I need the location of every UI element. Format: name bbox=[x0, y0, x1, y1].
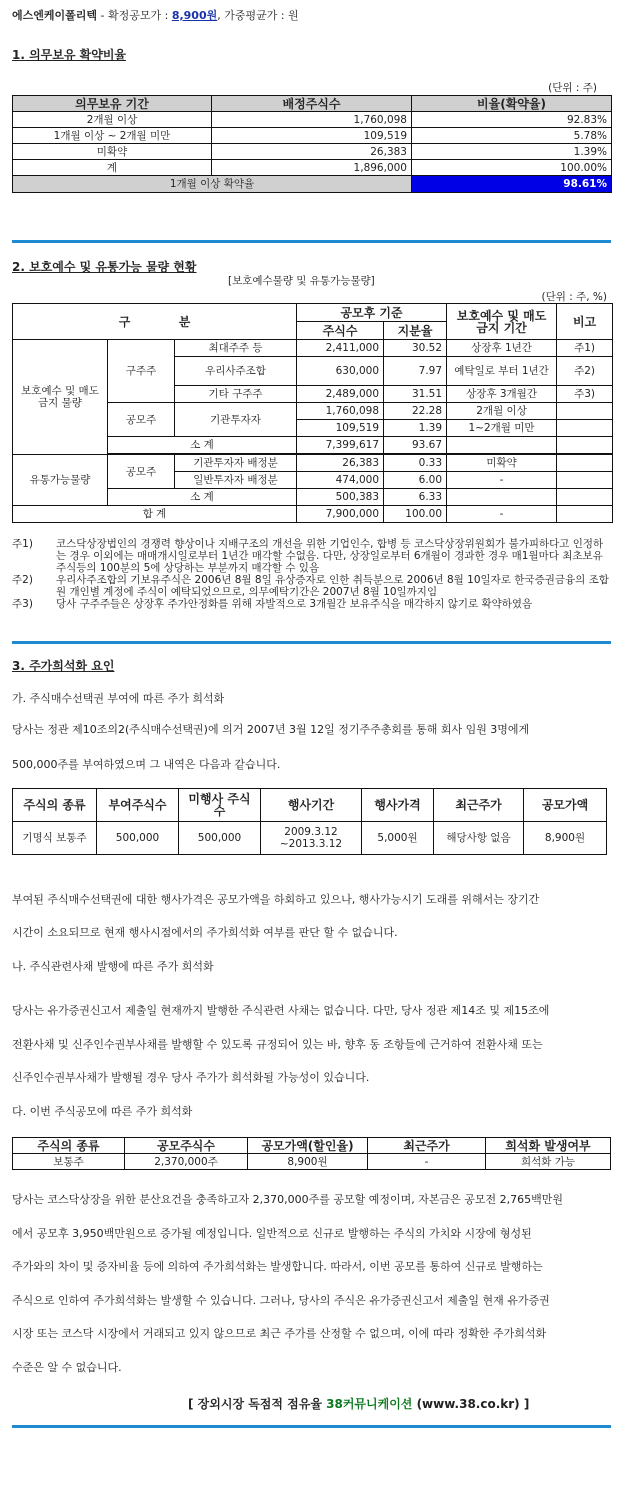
note bbox=[12, 574, 612, 598]
col-header: 의무보유 기간 bbox=[13, 96, 212, 112]
cell: 0.33 bbox=[384, 455, 447, 472]
cell bbox=[447, 437, 557, 454]
lockup-commitment-table bbox=[12, 95, 612, 193]
divider bbox=[12, 641, 611, 644]
footer-brand-link[interactable]: 38커뮤니케이션 bbox=[326, 1397, 413, 1411]
cell: 8,900원 bbox=[524, 822, 607, 855]
cell bbox=[557, 472, 613, 489]
cell bbox=[557, 437, 613, 454]
paragraph-line: 당사는 코스닥상장을 위한 분산요건을 충족하고자 2,370,000주를 공모할 예정이며, 자본금은 공모전 2,765백만원 bbox=[12, 1193, 563, 1206]
section3-title: 3. 주가희석화 요인 bbox=[12, 659, 115, 673]
cell: 1개월 이상 ~ 2개월 미만 bbox=[13, 128, 212, 144]
cell: 26,383 bbox=[212, 144, 412, 160]
subheading-a: 가. 주식매수선택권 부여에 따른 주가 희석화 bbox=[12, 692, 225, 705]
cell: 474,000 bbox=[297, 472, 384, 489]
note bbox=[12, 598, 612, 610]
section1-unit: (단위 : 주) bbox=[548, 82, 597, 94]
table-row bbox=[13, 160, 612, 176]
cell: 미확약 bbox=[447, 455, 557, 472]
cell: - bbox=[368, 1154, 486, 1170]
offering-dilution-table bbox=[12, 1137, 611, 1170]
paragraph-line: 수준은 알 수 없습니다. bbox=[12, 1360, 122, 1374]
lockup-table bbox=[12, 303, 613, 523]
cell: 2개월 이상 bbox=[447, 403, 557, 420]
cell: 109,519 bbox=[212, 128, 412, 144]
col-header: 최근주가 bbox=[368, 1138, 486, 1154]
header-post-ipo: 공모후 기준 bbox=[297, 304, 447, 322]
cell: 예탁일로 부터 1년간 bbox=[447, 357, 557, 386]
cell: 8,900원 bbox=[248, 1154, 368, 1170]
divider bbox=[12, 240, 611, 243]
table-row bbox=[13, 455, 613, 472]
col-header: 주식의 종류 bbox=[13, 1138, 125, 1154]
cell: 93.67 bbox=[384, 437, 447, 454]
cell: 우리사주조합 bbox=[175, 357, 297, 386]
cell: 2,370,000주 bbox=[125, 1154, 248, 1170]
table-row bbox=[13, 822, 607, 855]
col-header: 행사가격 bbox=[362, 789, 434, 822]
paragraph-line: 주가와의 차이 및 증자비율 등에 의하여 주가희석화는 발생합니다. 따라서, 이번 공모를 통하여 신규로 발행하는 bbox=[12, 1260, 543, 1273]
cell bbox=[557, 455, 613, 472]
paragraph: 신주인수권부사채가 발행될 경우 당사 주가가 희석화될 가능성이 있습니다. bbox=[12, 1071, 370, 1084]
paragraph: 당사는 유가증권신고서 제출일 현재까지 발행한 주식관련 사채는 없습니다. 다만, 당사 정관 제14조 및 제15조에 bbox=[12, 1004, 550, 1017]
cell: 주1) bbox=[557, 340, 613, 357]
note-label: 주1) bbox=[12, 538, 33, 550]
cell: 기관투자자 배정분 bbox=[175, 455, 297, 472]
paragraph: 시간이 소요되므로 현재 행사시점에서의 주가희석화 여부를 판단 할 수 없습니다. bbox=[12, 926, 398, 939]
header-gubun bbox=[13, 304, 297, 340]
group-offering: 공모주 bbox=[108, 403, 175, 437]
group-offering: 공모주 bbox=[108, 455, 175, 489]
paragraph-line: 주식으로 인하여 주가희석화는 발생할 수 있습니다. 그러나, 당사의 주식은 유가증권신고서 제출일 현재 유가증권 bbox=[12, 1293, 550, 1307]
summary-label: 1개월 이상 확약율 bbox=[13, 176, 412, 193]
cell: 계 bbox=[13, 160, 212, 176]
summary-row bbox=[13, 176, 612, 193]
fixed-price: 8,900원 bbox=[171, 9, 218, 22]
paragraph: 부여된 주식매수선택권에 대한 행사가격은 공모가액을 하회하고 있으나, 행사가능시기 도래를 위해서는 장기간 bbox=[12, 893, 540, 906]
paragraph: 500,000주를 부여하였으며 그 내역은 다음과 같습니다. bbox=[12, 758, 281, 771]
cell: 100.00 bbox=[384, 506, 447, 523]
cell: 630,000 bbox=[297, 357, 384, 386]
cell: 1,760,098 bbox=[297, 403, 384, 420]
cell: 미확약 bbox=[13, 144, 212, 160]
cell: 상장후 3개월간 bbox=[447, 386, 557, 403]
page-header bbox=[12, 7, 299, 23]
cell: 1~2개월 미만 bbox=[447, 420, 557, 437]
cell: - bbox=[447, 472, 557, 489]
col-header: 최근주가 bbox=[434, 789, 524, 822]
note-text: 우리사주조합의 기보유주식은 2006년 8월 8일 유상증자로 인한 취득분으로 2006년 8월 10일자로 한국증권금융의 조합원 개인별 계정에 주식이 예탁되었으므로, 의무예탁기간은 2007년 8월 10일까지임 bbox=[56, 574, 609, 598]
header-shares: 주식수 bbox=[297, 322, 384, 340]
footer-banner bbox=[188, 1395, 529, 1412]
cell: 2개월 이상 bbox=[13, 112, 212, 128]
total-row bbox=[13, 506, 613, 523]
cell: 7,900,000 bbox=[297, 506, 384, 523]
col-header: 부여주식수 bbox=[97, 789, 179, 822]
cell: 26,383 bbox=[297, 455, 384, 472]
table-row bbox=[13, 128, 612, 144]
col-header: 미행사 주식수 bbox=[179, 789, 261, 822]
table-row bbox=[13, 144, 612, 160]
paragraph-c bbox=[12, 1183, 618, 1384]
col-header: 공모주식수 bbox=[125, 1138, 248, 1154]
group-existing: 구주주 bbox=[108, 340, 175, 403]
divider bbox=[12, 1425, 611, 1428]
col-header: 비율(확약율) bbox=[412, 96, 612, 112]
subtotal-label: 소 계 bbox=[108, 437, 297, 454]
cell bbox=[557, 506, 613, 523]
col-header: 주식의 종류 bbox=[13, 789, 97, 822]
cell: 1,896,000 bbox=[212, 160, 412, 176]
group-tradable: 유통가능물량 bbox=[13, 455, 108, 506]
cell: 30.52 bbox=[384, 340, 447, 357]
cell: 2,489,000 bbox=[297, 386, 384, 403]
stock-option-table bbox=[12, 788, 607, 855]
cell: 주3) bbox=[557, 386, 613, 403]
cell: 500,000 bbox=[97, 822, 179, 855]
cell: 최대주주 등 bbox=[175, 340, 297, 357]
paragraph-line: 시장 또는 코스닥 시장에서 거래되고 있지 않으므로 최근 주가를 산정할 수 없으며, 이에 따라 정확한 주가희석화 bbox=[12, 1327, 547, 1340]
cell: 희석화 가능 bbox=[486, 1154, 611, 1170]
cell: 100.00% bbox=[412, 160, 612, 176]
cell: 1,760,098 bbox=[212, 112, 412, 128]
cell: 7,399,617 bbox=[297, 437, 384, 454]
section1-title: 1. 의무보유 확약비율 bbox=[12, 48, 127, 62]
cell: 기명식 보통주 bbox=[13, 822, 97, 855]
section2-title: 2. 보호예수 및 유통가능 물량 현황 bbox=[12, 260, 197, 274]
subheading-b: 나. 주식관련사채 발행에 따른 주가 희석화 bbox=[12, 960, 214, 973]
footer-suffix: (www.38.co.kr) ] bbox=[412, 1397, 530, 1411]
group-protected: 보호예수 및 매도금지 물량 bbox=[13, 340, 108, 455]
cell: 6.33 bbox=[384, 489, 447, 506]
cell: 5.78% bbox=[412, 128, 612, 144]
cell: 5,000원 bbox=[362, 822, 434, 855]
cell: - bbox=[447, 506, 557, 523]
paragraph: 당사는 정관 제10조의2(주식매수선택권)에 의거 2007년 3월 12일 정기주주총회를 통해 회사 임원 3명에게 bbox=[12, 723, 530, 736]
header-gu: 구 bbox=[118, 314, 131, 329]
cell: 2,411,000 bbox=[297, 340, 384, 357]
paragraph-line: 에서 공모후 3,950백만원으로 증가될 예정입니다. 일반적으로 신규로 발행하는 주식의 가치와 시장에 형성된 bbox=[12, 1226, 532, 1240]
subheading-c: 다. 이번 주식공모에 따른 주가 희석화 bbox=[12, 1105, 193, 1118]
note bbox=[12, 538, 612, 574]
header-lockup: 보호예수 및 매도금지 기간 bbox=[447, 304, 557, 340]
cell: 기관투자자 bbox=[175, 403, 297, 437]
cell: 1.39% bbox=[412, 144, 612, 160]
col-header: 공모가액(할인율) bbox=[248, 1138, 368, 1154]
note-text: 당사 구주주들은 상장후 주가안정화를 위해 자발적으로 3개월간 보유주식을 매각하지 않기로 확약하였음 bbox=[56, 598, 533, 610]
cell: 일반투자자 배정분 bbox=[175, 472, 297, 489]
cell: 31.51 bbox=[384, 386, 447, 403]
header-bun: 분 bbox=[178, 314, 191, 329]
col-header: 희석화 발생여부 bbox=[486, 1138, 611, 1154]
cell: 상장후 1년간 bbox=[447, 340, 557, 357]
fixed-price-label: - 확정공모가 : bbox=[97, 9, 172, 22]
cell: 109,519 bbox=[297, 420, 384, 437]
col-header: 공모가액 bbox=[524, 789, 607, 822]
cell: 500,383 bbox=[297, 489, 384, 506]
cell bbox=[557, 403, 613, 420]
section2-unit: (단위 : 주, %) bbox=[541, 291, 607, 303]
section2-subtitle: [보호예수물량 및 유통가능물량] bbox=[228, 275, 375, 287]
cell: 500,000 bbox=[179, 822, 261, 855]
cell: 기타 구주주 bbox=[175, 386, 297, 403]
cell bbox=[447, 489, 557, 506]
note-text: 코스닥상장법인의 경쟁력 향상이나 지배구조의 개선을 위한 기업인수, 합병 등 코스닥상장위원회가 불가피하다고 인정하는 경우 이외에는 매매개시일로부터 1년간 매각할 수없음. 다만, 상장일로부터 6개월이 경과한 경우 매1월마다 최초보유주식등의 100분의 5에 상당하는 부분까지 매각할 수 있음 bbox=[56, 538, 604, 574]
note-label: 주3) bbox=[12, 598, 33, 610]
header-note: 비고 bbox=[557, 304, 613, 340]
cell: 보통주 bbox=[13, 1154, 125, 1170]
total-label: 합 계 bbox=[13, 506, 297, 523]
cell: 6.00 bbox=[384, 472, 447, 489]
table-row bbox=[13, 340, 613, 357]
cell bbox=[557, 420, 613, 437]
cell: 22.28 bbox=[384, 403, 447, 420]
cell: 2009.3.12 ~2013.3.12 bbox=[261, 822, 362, 855]
subtotal-label: 소 계 bbox=[108, 489, 297, 506]
footer-prefix: [ 장외시장 독점적 점유율 bbox=[188, 1397, 327, 1411]
cell bbox=[557, 489, 613, 506]
weighted-avg-label: , 가중평균가 : 원 bbox=[217, 9, 299, 22]
summary-value: 98.61% bbox=[412, 176, 612, 193]
cell: 92.83% bbox=[412, 112, 612, 128]
table-row bbox=[13, 112, 612, 128]
company-name: 에스엔케이폴리텍 bbox=[12, 9, 98, 22]
col-header: 행사기간 bbox=[261, 789, 362, 822]
paragraph: 전환사채 및 신주인수권부사채를 발행할 수 있도록 규정되어 있는 바, 향후 동 조항들에 근거하여 전환사채 또는 bbox=[12, 1038, 543, 1051]
cell: 7.97 bbox=[384, 357, 447, 386]
col-header: 배정주식수 bbox=[212, 96, 412, 112]
note-label: 주2) bbox=[12, 574, 33, 586]
header-ratio: 지분율 bbox=[384, 322, 447, 340]
cell: 1.39 bbox=[384, 420, 447, 437]
cell: 주2) bbox=[557, 357, 613, 386]
cell: 해당사항 없음 bbox=[434, 822, 524, 855]
table-row bbox=[13, 1154, 611, 1170]
notes bbox=[12, 538, 612, 610]
